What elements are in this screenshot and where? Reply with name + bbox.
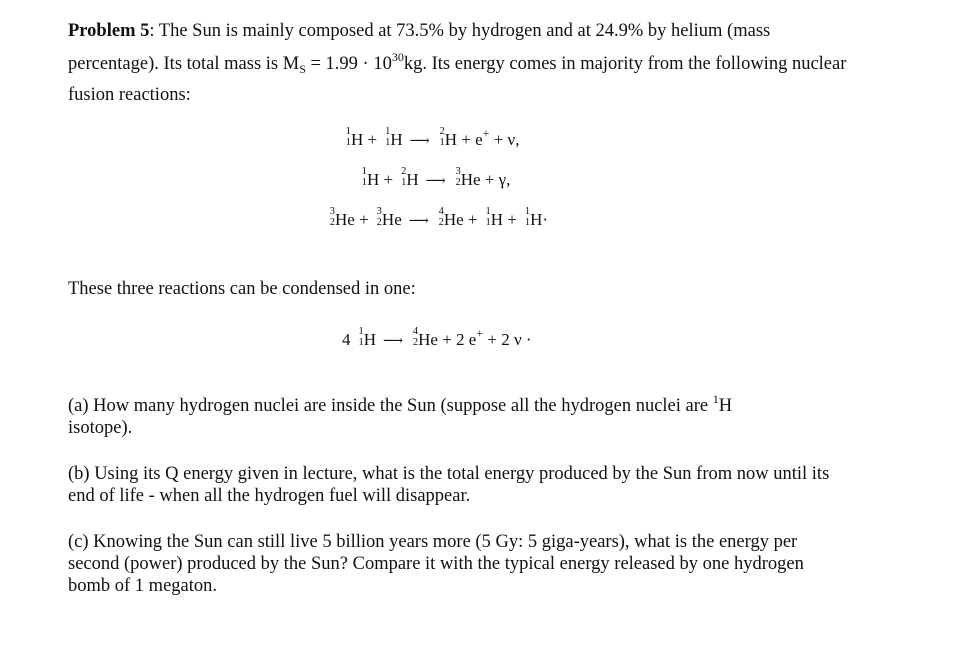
overall-reaction [342, 326, 532, 350]
intro-text-2: kg. Its energy comes in majority from the following nuclear fusion reactions: [68, 54, 847, 105]
reaction-arrow: ⟶ [425, 174, 445, 189]
reaction-2 [358, 166, 511, 190]
isotope-he3: 3 2 [329, 206, 335, 228]
condensed-reaction [68, 320, 848, 360]
question-a-text: (a) How many hydrogen nuclei are inside the Sun (suppose all the hydrogen nuclei are [68, 396, 713, 416]
symbol-h: H [444, 130, 458, 149]
reaction-3 [326, 206, 549, 230]
neutrinos: + 2 ν · [483, 330, 532, 349]
question-a-mass-number: 1 [712, 392, 719, 406]
symbol-h: H [406, 170, 419, 189]
isotope-h1: 1 1 [361, 166, 367, 188]
isotope-h1: 1 1 [358, 326, 364, 348]
positron-charge: + [482, 126, 490, 140]
symbol-he: He [335, 210, 355, 229]
question-a [68, 388, 848, 439]
mass-exponent: 30 [391, 50, 404, 64]
neutrino: + ν, [489, 130, 520, 149]
condensed-intro: These three reactions can be condensed in one: [68, 279, 416, 299]
reaction-arrow: ⟶ [408, 214, 428, 229]
isotope-he4: 4 2 [438, 206, 444, 228]
isotope-he3: 3 2 [455, 166, 461, 188]
symbol-h: H [363, 330, 377, 349]
symbol-h: H [490, 210, 504, 229]
positron: + e [461, 130, 483, 149]
isotope-h1: 1 1 [345, 126, 351, 148]
intro-text-1: : The Sun is mainly composed at 73.5% by hydrogen and at 24.9% by helium (mass percentage). Its total mass is M [68, 21, 771, 74]
reaction-arrow: ⟶ [383, 334, 403, 349]
reaction-arrow: ⟶ [409, 134, 429, 149]
question-b: (b) Using its Q energy given in lecture, what is the total energy produced by the Sun from now until its end of life - when all the hydrogen fuel will disappear. [68, 464, 830, 506]
question-a-end: isotope). [68, 418, 133, 438]
plus-sign: + [383, 170, 394, 189]
question-a-symbol: H [718, 396, 733, 416]
plus-sign: + [467, 210, 478, 229]
symbol-he: He [418, 330, 438, 349]
isotope-he4: 4 2 [412, 326, 419, 348]
problem-label: Problem 5 [68, 21, 150, 41]
isotope-h1: 1 1 [485, 206, 491, 228]
plus-sign: + [367, 130, 378, 149]
question-c: (c) Knowing the Sun can still live 5 billion years more (5 Gy: 5 giga-years), what is the energy per second (power) produced by the Sun? Compare it with the typical energy released by one hydrogen bomb of 1 megaton. [68, 532, 804, 596]
isotope-h1: 1 1 [385, 126, 391, 148]
isotope-he3: 3 2 [376, 206, 382, 228]
isotope-h2: 2 1 [401, 166, 407, 188]
end-dot: · [542, 210, 549, 229]
symbol-h: H [351, 130, 364, 149]
positron-charge: + [476, 326, 484, 340]
symbol-he: He [460, 170, 481, 189]
mass-equation: = 1.99 · 10 [305, 54, 392, 74]
fusion-reactions [68, 126, 848, 254]
isotope-h2: 2 1 [439, 126, 445, 148]
gamma: + γ, [484, 170, 511, 189]
isotope-h1: 1 1 [524, 206, 531, 228]
reaction-1 [342, 126, 519, 150]
plus-sign: + [507, 210, 517, 229]
symbol-h: H [530, 210, 543, 229]
symbol-h: H [390, 130, 403, 149]
symbol-h: H [367, 170, 380, 189]
symbol-he: He [443, 210, 464, 229]
positrons: + 2 e [442, 330, 477, 349]
problem-intro [68, 18, 848, 108]
coefficient: 4 [342, 330, 351, 349]
plus-sign: + [359, 210, 369, 229]
mass-subscript: S [299, 62, 306, 76]
symbol-he: He [381, 210, 402, 229]
document-page [68, 18, 848, 597]
